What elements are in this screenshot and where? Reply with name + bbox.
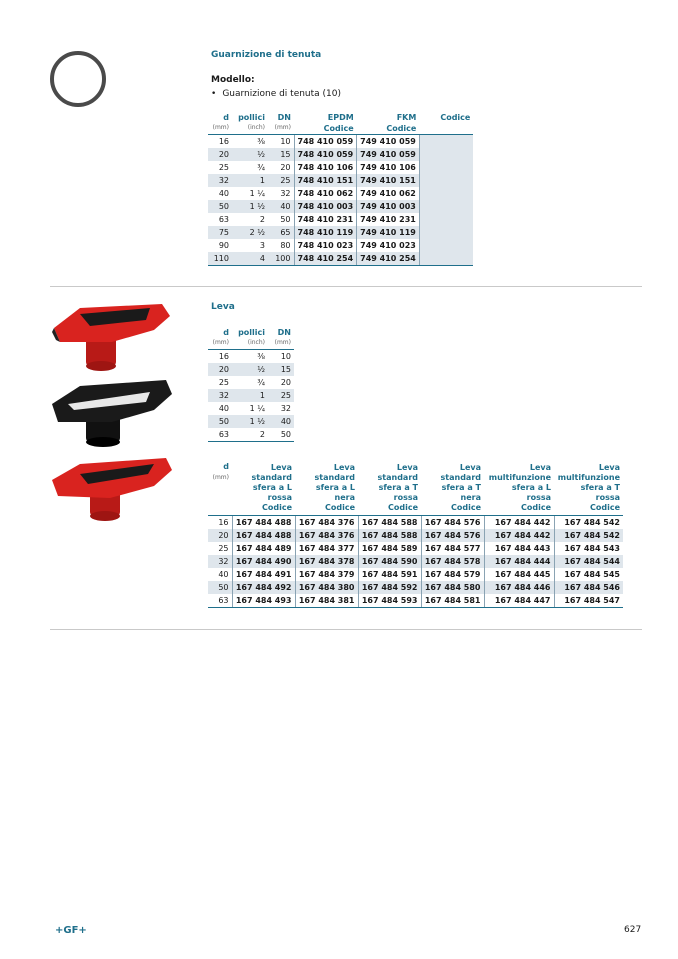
col-d: d <box>223 113 229 122</box>
cell-code: 167 484 577 <box>421 542 484 555</box>
cell-code: 167 484 442 <box>484 529 554 542</box>
col-lever-1: Leva standard sfera a L rossa Codice <box>251 463 292 512</box>
cell-empty-code <box>419 135 473 149</box>
cell-epdm-code: 748 410 151 <box>294 174 357 187</box>
cell-dn: 10 <box>280 352 291 361</box>
table-row <box>208 187 473 200</box>
cell-dn: 20 <box>280 378 291 387</box>
cell-code: 167 484 444 <box>484 555 554 568</box>
cell-code: 167 484 542 <box>554 515 623 529</box>
cell-pollici: 1 ¼ <box>249 404 265 413</box>
cell-d: 50 <box>208 581 232 594</box>
table-row <box>208 402 294 415</box>
cell-code: 167 484 593 <box>358 594 421 608</box>
cell-code: 167 484 579 <box>421 568 484 581</box>
cell-d: 20 <box>208 529 232 542</box>
cell-code: 167 484 490 <box>232 555 295 568</box>
section-title-seal: Guarnizione di tenuta <box>211 50 322 60</box>
cell-fkm-code: 749 410 023 <box>357 239 420 252</box>
cell-empty-code <box>419 226 473 239</box>
table-row <box>208 350 294 364</box>
cell-code: 167 484 445 <box>484 568 554 581</box>
cell-d: 16 <box>218 352 229 361</box>
page-number: 627 <box>624 925 642 935</box>
table-row <box>208 581 623 594</box>
red-lever-handle-image <box>50 300 172 372</box>
table-row <box>208 594 623 608</box>
col-lever-6: Leva multifunzione sfera a T rossa Codice <box>557 463 620 512</box>
cell-code: 167 484 590 <box>358 555 421 568</box>
cell-dn: 50 <box>280 215 291 224</box>
cell-empty-code <box>419 187 473 200</box>
cell-fkm-code: 749 410 151 <box>357 174 420 187</box>
cell-epdm-code: 748 410 023 <box>294 239 357 252</box>
cell-epdm-code: 748 410 254 <box>294 252 357 266</box>
col-fkm: FKM <box>396 113 417 122</box>
table-row <box>208 174 473 187</box>
cell-code: 167 484 380 <box>295 581 358 594</box>
table-row <box>208 239 473 252</box>
section-title-lever: Leva <box>211 302 235 312</box>
cell-pollici: ¾ <box>257 163 265 172</box>
col-pollici: pollici <box>238 328 265 337</box>
col-lever-4: Leva standard sfera a T nera Codice <box>440 463 481 512</box>
col-d-label: d <box>223 462 229 471</box>
cell-d: 63 <box>218 215 229 224</box>
cell-epdm-code: 748 410 106 <box>294 161 357 174</box>
red-multifunction-handle-image <box>50 456 174 522</box>
cell-code: 167 484 488 <box>232 515 295 529</box>
unit-mm: (mm) <box>212 474 229 481</box>
col-d: d <box>223 328 229 337</box>
cell-code: 167 484 580 <box>421 581 484 594</box>
table-row <box>208 529 623 542</box>
cell-d: 63 <box>208 594 232 608</box>
cell-dn: 40 <box>268 415 294 428</box>
bullet-icon: • <box>211 89 217 99</box>
cell-pollici: 2 <box>259 215 265 224</box>
table-row <box>208 515 623 529</box>
cell-empty-code <box>419 200 473 213</box>
cell-fkm-code: 749 410 231 <box>357 213 420 226</box>
cell-dn: 10 <box>280 137 291 146</box>
cell-dn: 25 <box>268 174 294 187</box>
cell-d: 50 <box>208 415 232 428</box>
cell-d: 32 <box>208 174 232 187</box>
cell-code: 167 484 489 <box>232 542 295 555</box>
col-lever-2: Leva standard sfera a L nera Codice <box>314 463 355 512</box>
cell-empty-code <box>419 148 473 161</box>
cell-code: 167 484 377 <box>295 542 358 555</box>
cell-epdm-code: 748 410 003 <box>294 200 357 213</box>
divider <box>50 629 642 630</box>
cell-d: 90 <box>218 241 229 250</box>
col-fkm-code: Codice <box>357 123 420 135</box>
gf-logo: +GF+ <box>55 925 87 936</box>
table-row <box>208 555 623 568</box>
unit-inch: (inch) <box>232 338 268 350</box>
col-dn: DN <box>277 328 291 337</box>
model-bullet-text: Guarnizione di tenuta (10) <box>222 89 342 99</box>
lever-size-table <box>208 328 294 442</box>
col-epdm: EPDM <box>327 113 354 122</box>
cell-fkm-code: 749 410 254 <box>357 252 420 266</box>
table-row <box>208 415 294 428</box>
unit-inch: (inch) <box>232 123 268 135</box>
divider <box>50 286 642 287</box>
cell-dn: 80 <box>280 241 291 250</box>
cell-fkm-code: 749 410 106 <box>357 161 420 174</box>
cell-dn: 32 <box>280 404 291 413</box>
cell-dn: 15 <box>268 148 294 161</box>
cell-d: 16 <box>218 517 229 527</box>
cell-code: 167 484 491 <box>232 568 295 581</box>
unit-mm: (mm) <box>268 123 294 135</box>
cell-code: 167 484 547 <box>554 594 623 608</box>
cell-empty-code <box>419 213 473 226</box>
lever-code-table <box>208 462 623 608</box>
cell-empty-code <box>419 161 473 174</box>
cell-pollici: 1 ¼ <box>249 189 265 198</box>
cell-pollici: ⅜ <box>257 352 265 361</box>
cell-code: 167 484 592 <box>358 581 421 594</box>
cell-d: 25 <box>218 543 229 553</box>
cell-pollici: 1 <box>232 389 268 402</box>
cell-dn: 15 <box>268 363 294 376</box>
cell-fkm-code: 749 410 059 <box>357 148 420 161</box>
unit-mm: (mm) <box>268 338 294 350</box>
table-row <box>208 226 473 239</box>
cell-epdm-code: 748 410 059 <box>294 148 357 161</box>
cell-dn: 32 <box>280 189 291 198</box>
cell-code: 167 484 581 <box>421 594 484 608</box>
cell-pollici: ⅜ <box>257 137 265 146</box>
cell-d: 32 <box>208 389 232 402</box>
table-row <box>208 568 623 581</box>
cell-d: 110 <box>208 252 232 266</box>
table-row <box>208 428 294 442</box>
cell-code: 167 484 578 <box>421 555 484 568</box>
cell-dn: 50 <box>268 428 294 442</box>
cell-d: 40 <box>218 404 229 413</box>
unit-mm: (mm) <box>208 338 232 350</box>
cell-code: 167 484 447 <box>484 594 554 608</box>
cell-empty-code <box>419 252 473 266</box>
cell-empty-code <box>419 174 473 187</box>
cell-dn: 100 <box>268 252 294 266</box>
cell-d: 50 <box>208 200 232 213</box>
cell-dn: 40 <box>268 200 294 213</box>
col-epdm-code: Codice <box>294 123 357 135</box>
cell-code: 167 484 545 <box>554 568 623 581</box>
cell-code: 167 484 544 <box>554 555 623 568</box>
cell-code: 167 484 443 <box>484 542 554 555</box>
cell-code: 167 484 442 <box>484 515 554 529</box>
cell-pollici: 4 <box>232 252 268 266</box>
cell-pollici: 1 ½ <box>232 415 268 428</box>
cell-pollici: 3 <box>259 241 265 250</box>
cell-d: 40 <box>218 189 229 198</box>
cell-pollici: ½ <box>232 148 268 161</box>
cell-code: 167 484 576 <box>421 515 484 529</box>
cell-d: 25 <box>218 163 229 172</box>
model-bullet <box>211 89 341 99</box>
cell-code: 167 484 381 <box>295 594 358 608</box>
cell-epdm-code: 748 410 231 <box>294 213 357 226</box>
cell-code: 167 484 378 <box>295 555 358 568</box>
table-row <box>208 200 473 213</box>
col-lever-3: Leva standard sfera a T rossa Codice <box>377 463 418 512</box>
table-row <box>208 542 623 555</box>
table-row <box>208 363 294 376</box>
col-lever-5: Leva multifunzione sfera a L rossa Codice <box>488 463 551 512</box>
cell-code: 167 484 446 <box>484 581 554 594</box>
table-row <box>208 135 473 149</box>
model-label: Modello: <box>211 75 255 85</box>
cell-epdm-code: 748 410 059 <box>294 135 357 149</box>
cell-fkm-code: 749 410 003 <box>357 200 420 213</box>
cell-d: 25 <box>218 378 229 387</box>
cell-code: 167 484 376 <box>295 515 358 529</box>
cell-epdm-code: 748 410 119 <box>294 226 357 239</box>
cell-code: 167 484 493 <box>232 594 295 608</box>
col-empty <box>419 123 473 135</box>
table-row <box>208 213 473 226</box>
cell-code: 167 484 591 <box>358 568 421 581</box>
o-ring-image <box>50 51 106 107</box>
col-codice: Codice <box>440 113 471 122</box>
cell-d: 40 <box>218 569 229 579</box>
cell-code: 167 484 588 <box>358 529 421 542</box>
cell-pollici: 2 ½ <box>232 226 268 239</box>
cell-epdm-code: 748 410 062 <box>294 187 357 200</box>
cell-pollici: 2 <box>232 428 268 442</box>
cell-dn: 65 <box>268 226 294 239</box>
cell-pollici: 1 ½ <box>232 200 268 213</box>
unit-mm: (mm) <box>208 123 232 135</box>
cell-pollici: ½ <box>232 363 268 376</box>
cell-code: 167 484 492 <box>232 581 295 594</box>
cell-code: 167 484 546 <box>554 581 623 594</box>
cell-d: 16 <box>218 137 229 146</box>
cell-code: 167 484 542 <box>554 529 623 542</box>
cell-pollici: 1 <box>232 174 268 187</box>
black-lever-handle-image <box>50 378 174 448</box>
col-d <box>208 462 232 513</box>
cell-code: 167 484 376 <box>295 529 358 542</box>
cell-d: 20 <box>208 363 232 376</box>
cell-code: 167 484 588 <box>358 515 421 529</box>
cell-fkm-code: 749 410 119 <box>357 226 420 239</box>
cell-fkm-code: 749 410 059 <box>357 135 420 149</box>
cell-code: 167 484 488 <box>232 529 295 542</box>
cell-d: 20 <box>208 148 232 161</box>
table-row <box>208 148 473 161</box>
cell-code: 167 484 589 <box>358 542 421 555</box>
cell-d: 32 <box>208 555 232 568</box>
cell-dn: 25 <box>268 389 294 402</box>
cell-fkm-code: 749 410 062 <box>357 187 420 200</box>
col-dn: DN <box>277 113 291 122</box>
cell-code: 167 484 379 <box>295 568 358 581</box>
col-pollici: pollici <box>238 113 265 122</box>
cell-d: 75 <box>208 226 232 239</box>
cell-empty-code <box>419 239 473 252</box>
table-row <box>208 252 473 266</box>
seal-table <box>208 113 473 266</box>
cell-d: 63 <box>208 428 232 442</box>
cell-pollici: ¾ <box>257 378 265 387</box>
table-row <box>208 161 473 174</box>
table-row <box>208 376 294 389</box>
table-row <box>208 389 294 402</box>
cell-code: 167 484 576 <box>421 529 484 542</box>
cell-dn: 20 <box>280 163 291 172</box>
cell-code: 167 484 543 <box>554 542 623 555</box>
